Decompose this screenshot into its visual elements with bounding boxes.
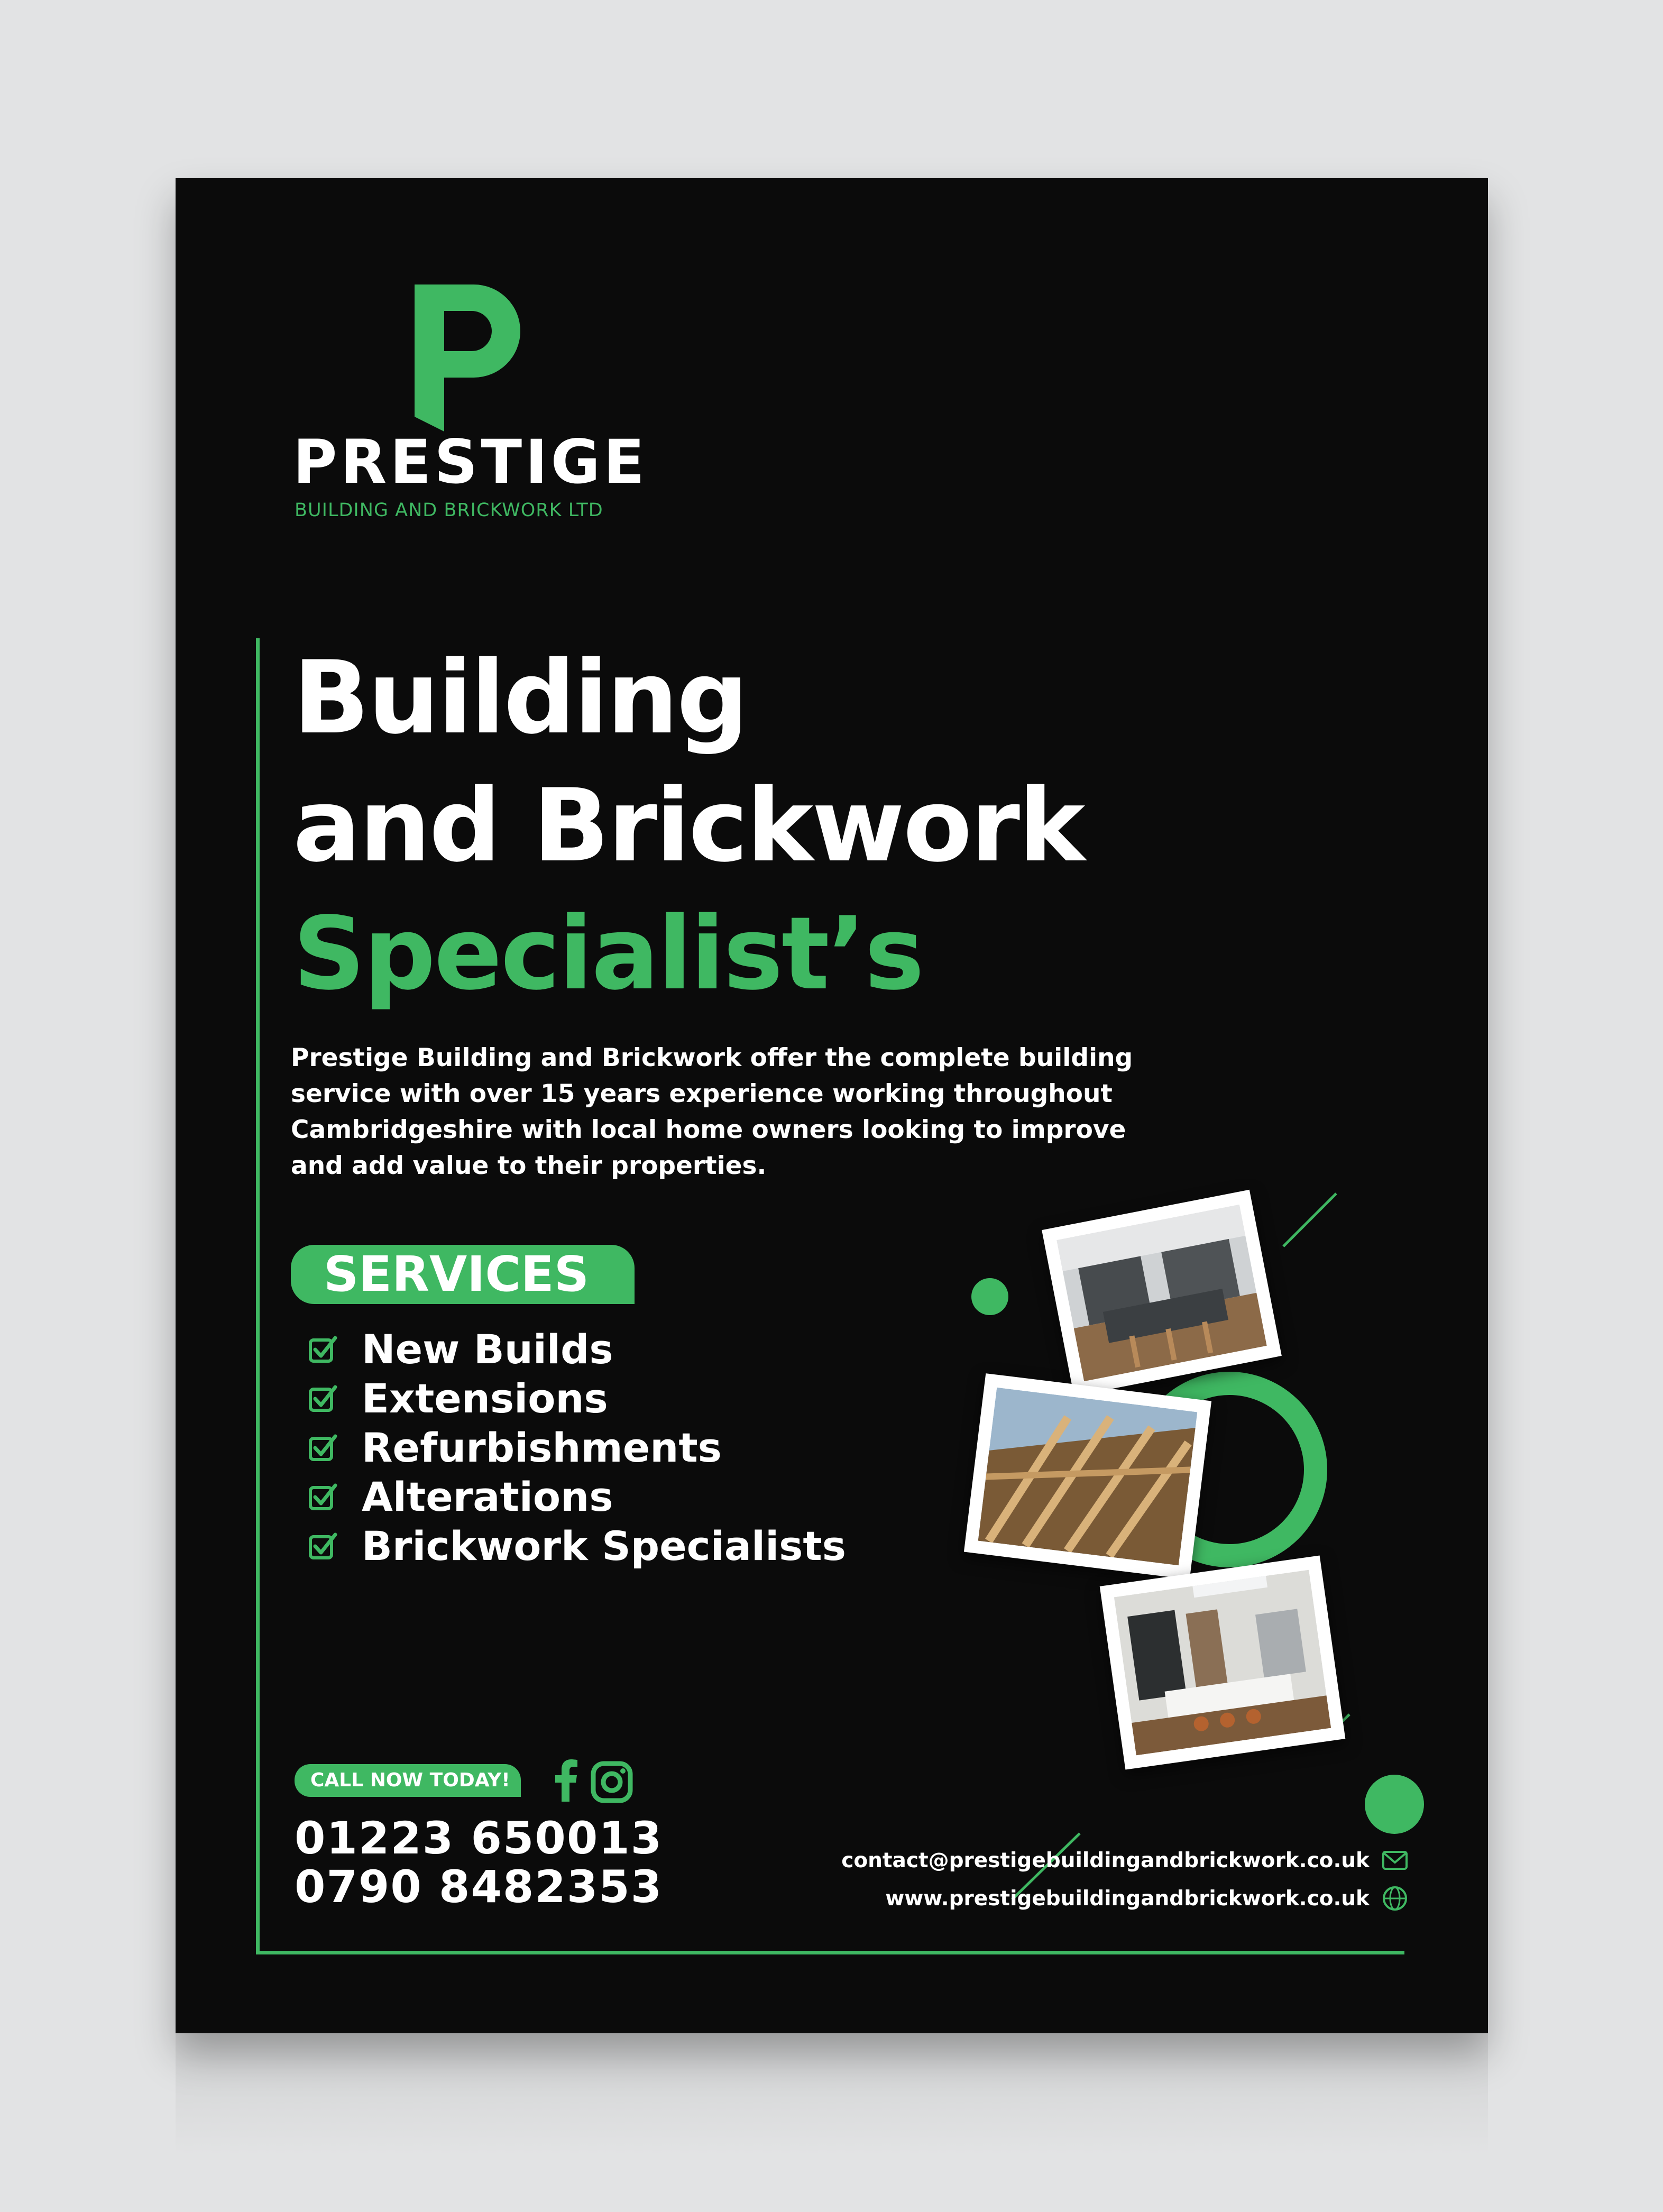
headline-line-1: Building [293,639,747,756]
globe-icon [1381,1885,1409,1912]
brand-tagline: BUILDING AND BRICKWORK LTD [295,500,603,521]
check-icon [308,1432,339,1464]
email-row[interactable] [841,1847,1409,1874]
service-item [308,1472,846,1521]
service-label: New Builds [362,1326,613,1373]
services-badge [291,1245,635,1304]
frame-bottom-line [256,1951,1404,1954]
service-item [308,1423,846,1472]
call-now-badge [295,1764,521,1797]
service-item [308,1325,846,1374]
brand-name: PRESTIGE [293,427,648,497]
photo-roof-timber [964,1373,1211,1580]
extension-interior-image [1114,1570,1331,1756]
roof-timber-image [978,1388,1198,1565]
mail-icon [1381,1847,1409,1874]
website-row[interactable] [885,1885,1409,1912]
headline-line-3: Specialist’s [293,895,923,1012]
check-icon [308,1383,339,1415]
phone-number-2[interactable]: 0790 8482353 [295,1861,663,1913]
check-icon [308,1530,339,1562]
service-label: Alterations [362,1473,613,1520]
services-title: SERVICES [324,1246,590,1302]
headline-line-2: and Brickwork [293,767,1084,884]
flyer-reflection [176,2033,1488,2155]
phone-number-1[interactable]: 01223 650013 [295,1812,663,1864]
service-label: Refurbishments [362,1424,722,1471]
flyer [176,178,1488,2033]
service-item [308,1374,846,1423]
photo-extension-interior [1100,1555,1346,1769]
email-address[interactable]: contact@prestigebuildingandbrickwork.co.uk [841,1848,1370,1873]
service-item [308,1521,846,1571]
service-label: Extensions [362,1375,608,1422]
call-now-label: CALL NOW TODAY! [310,1769,510,1791]
frame-left-line [256,638,260,1951]
service-label: Brickwork Specialists [362,1522,846,1569]
facebook-icon[interactable] [554,1759,580,1802]
instagram-icon[interactable] [591,1761,633,1803]
kitchen-image [1056,1205,1266,1381]
services-list [308,1325,846,1571]
website-url[interactable]: www.prestigebuildingandbrickwork.co.uk [885,1886,1370,1911]
check-icon [308,1481,339,1513]
p-logo-icon [415,284,520,432]
check-icon [308,1334,339,1365]
intro-paragraph: Prestige Building and Brickwork offer the complete building service with over 15 years experience working throughout Cambridgeshire with local home owners looking to improve and add value to their properties. [291,1043,1133,1180]
